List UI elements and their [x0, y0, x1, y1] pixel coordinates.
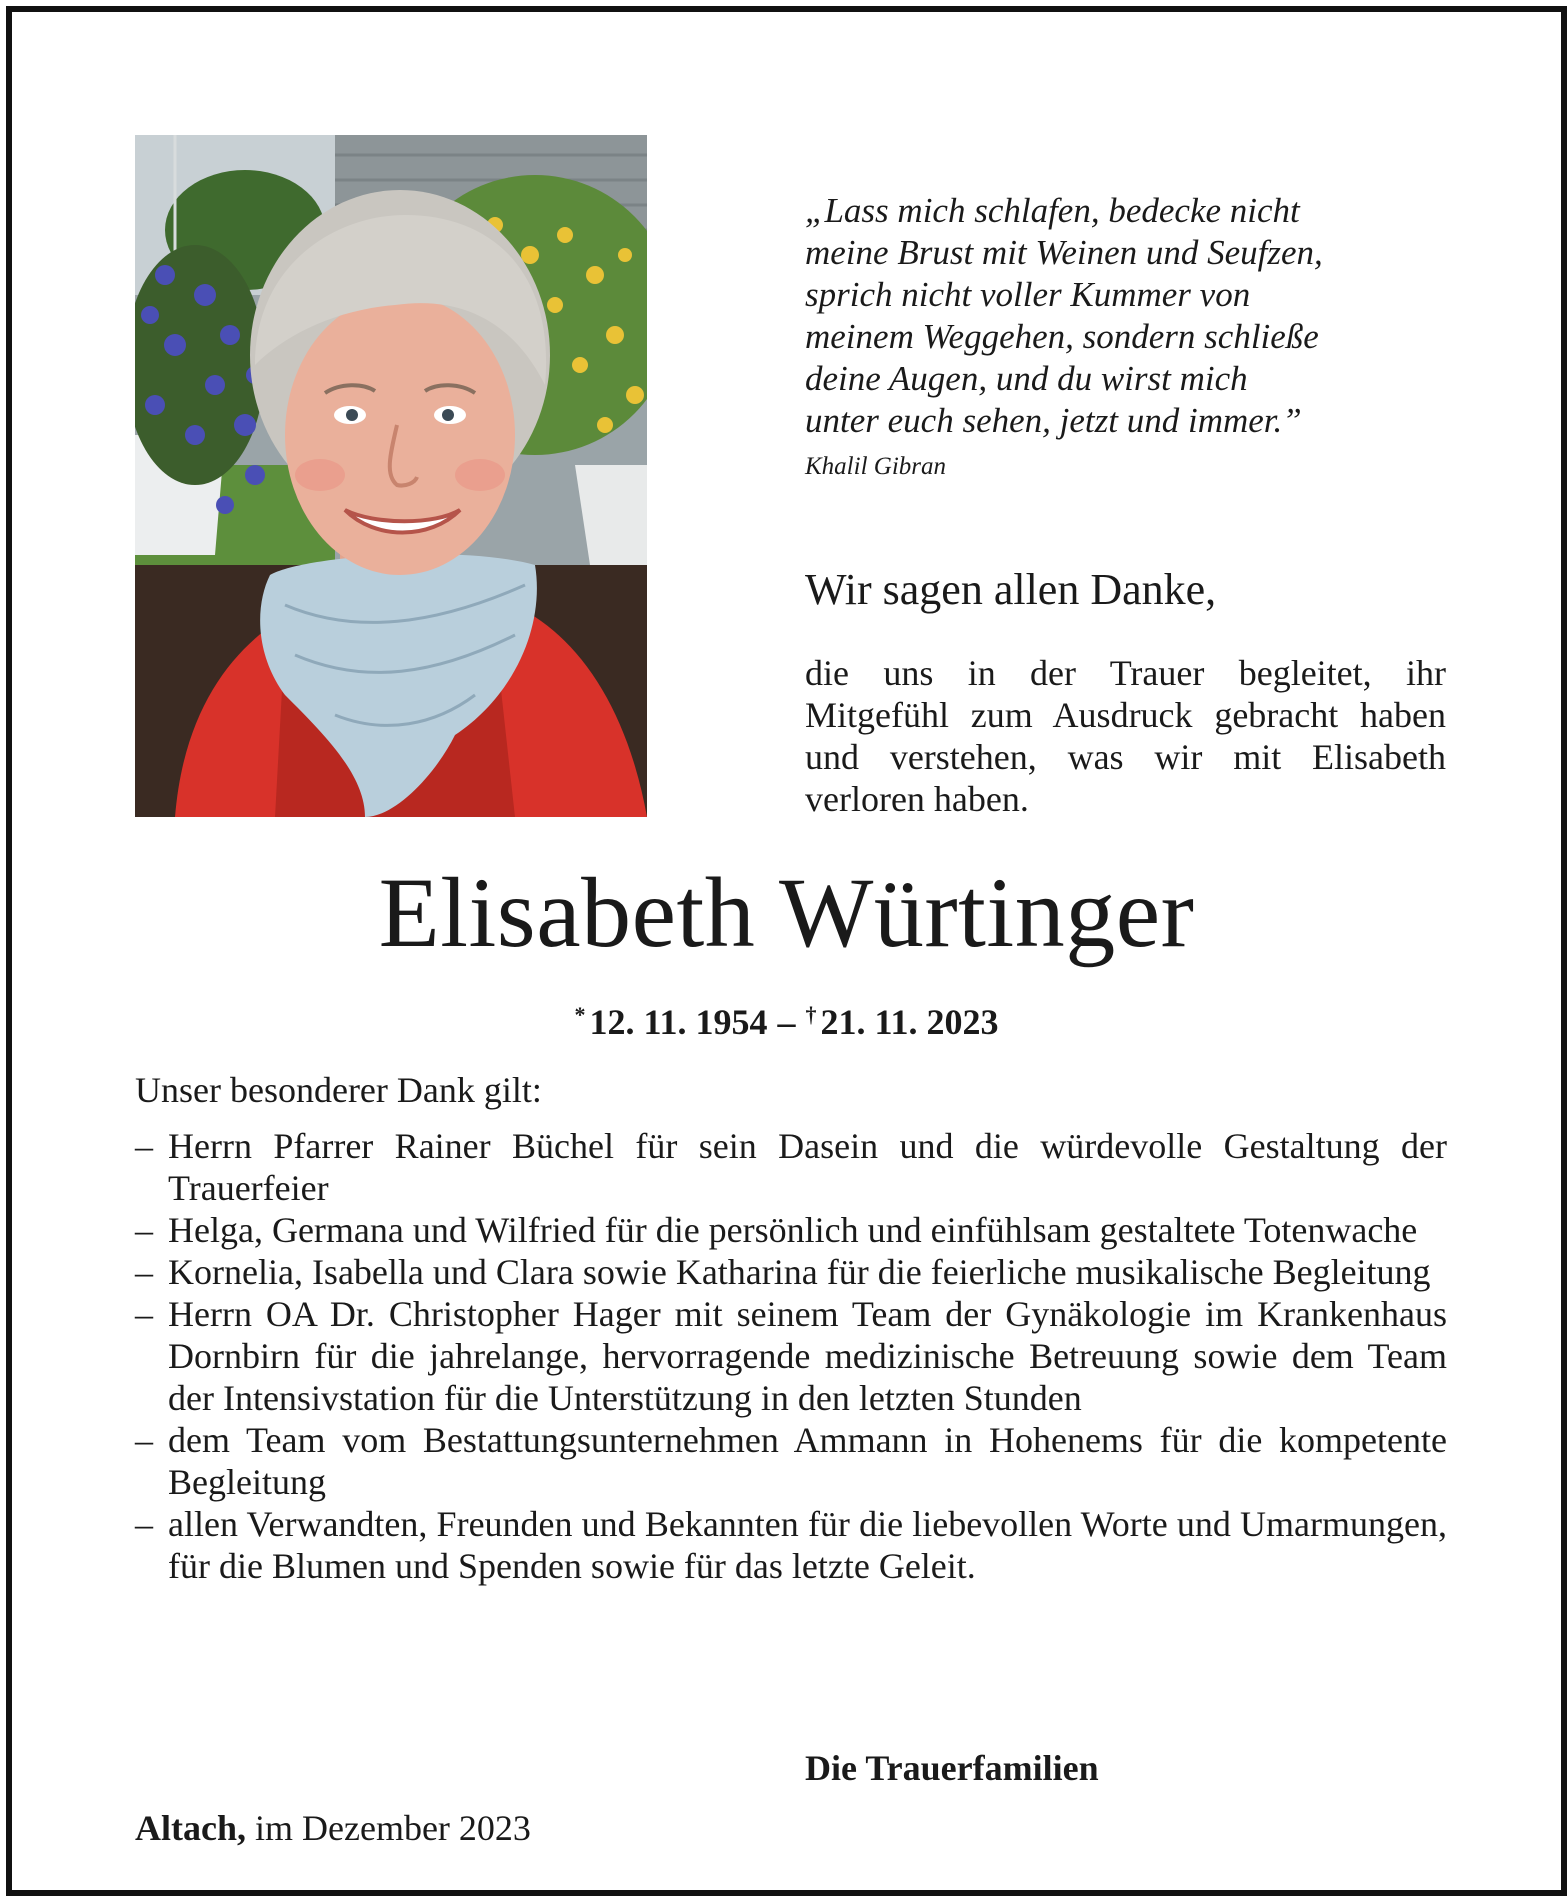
quote-line: sprich nicht voller Kummer von [805, 275, 1251, 314]
obituary-content [12, 12, 1561, 1890]
thanks-heading: Wir sagen allen Danke, [805, 565, 1217, 614]
birth-date: 12. 11. 1954 [589, 1002, 768, 1042]
list-item [135, 1293, 1447, 1419]
list-item-text: allen Verwandten, Freunden und Bekannten für die liebevollen Worte und Umarmungen, für die Blumen und Spenden sowie für das letzte Geleit. [168, 1504, 1447, 1586]
quote-line: „Lass mich schlafen, bedecke nicht [805, 191, 1300, 230]
list-bullet: – [135, 1504, 153, 1544]
quote-author: Khalil Gibran [805, 453, 946, 480]
death-symbol: † [805, 1002, 817, 1027]
list-item-text: Kornelia, Isabella und Clara sowie Katharina für die feierliche musikalische Begleitung [168, 1252, 1431, 1292]
list-item [135, 1251, 1447, 1293]
list-bullet: – [135, 1294, 153, 1334]
obituary-card [6, 6, 1567, 1896]
place-date [135, 1807, 531, 1849]
life-dates [12, 994, 1561, 1043]
place: Altach, [135, 1808, 246, 1848]
list-bullet: – [135, 1252, 153, 1292]
list-item-text: dem Team vom Bestattungsunternehmen Ammann in Hohenems für die kompetente Begleitung [168, 1420, 1447, 1502]
quote-line: meinem Weggehen, sondern schließe [805, 317, 1319, 356]
special-thanks-list [135, 1125, 1447, 1587]
list-bullet: – [135, 1210, 153, 1250]
list-item [135, 1419, 1447, 1503]
special-thanks-intro: Unser besonderer Dank gilt: [135, 1070, 542, 1110]
birth-symbol: * [574, 1002, 586, 1027]
date-separator: – [777, 1002, 796, 1042]
signoff: Die Trauerfamilien [805, 1748, 1099, 1788]
portrait-illustration [135, 135, 647, 817]
list-bullet: – [135, 1126, 153, 1166]
list-item [135, 1125, 1447, 1209]
list-item-text: Helga, Germana und Wilfried für die persönlich und einfühlsam gestaltete Totenwache [168, 1210, 1418, 1250]
death-date: 21. 11. 2023 [820, 1002, 999, 1042]
portrait-photo [135, 135, 647, 817]
list-item [135, 1503, 1447, 1587]
date-text: im Dezember 2023 [255, 1808, 531, 1848]
thanks-body: die uns in der Trauer begleitet, ihr Mitgefühl zum Ausdruck gebracht haben und verstehen, was wir mit Elisabeth verloren haben. [805, 653, 1446, 819]
list-bullet: – [135, 1420, 153, 1460]
poem-quote [805, 190, 1465, 442]
quote-line: deine Augen, und du wirst mich [805, 359, 1248, 398]
quote-line: meine Brust mit Weinen und Seufzen, [805, 233, 1323, 272]
deceased-name: Elisabeth Würtinger [378, 857, 1195, 968]
list-item-text: Herrn OA Dr. Christopher Hager mit seinem Team der Gynäkologie im Krankenhaus Dornbirn für die jahrelange, hervorragende medizinische Betreuung sowie dem Team der Intensivstation für die Unterstützung in den letzten Stunden [168, 1294, 1447, 1418]
quote-line: unter euch sehen, jetzt und immer.” [805, 401, 1302, 440]
list-item-text: Herrn Pfarrer Rainer Büchel für sein Dasein und die würdevolle Gestaltung der Trauerfeier [168, 1126, 1447, 1208]
list-item [135, 1209, 1447, 1251]
